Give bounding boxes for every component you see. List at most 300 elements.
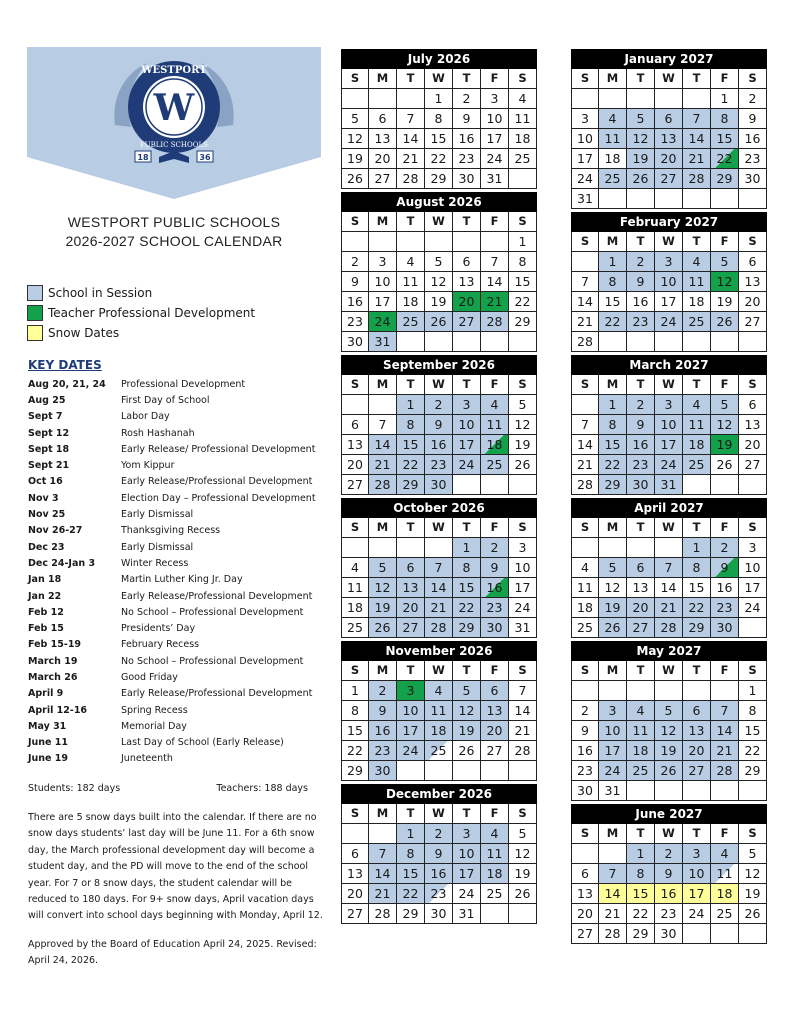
empty-cell [369,232,397,252]
day-cell: 3 [397,681,425,701]
key-date: April 9 [28,688,64,700]
day-cell: 5 [655,701,683,721]
empty-cell [341,89,369,109]
day-cell: 22 [509,292,537,312]
weekday-header: T [683,232,711,252]
day-cell: 24 [571,169,599,189]
weekday-header: T [683,518,711,538]
weekday-header: S [571,375,599,395]
day-cell: 20 [739,292,767,312]
day-cell: 27 [341,904,369,924]
day-cell: 6 [453,252,481,272]
empty-cell [571,252,599,272]
day-cell: 29 [599,475,627,495]
weekday-header: T [397,661,425,681]
day-cell: 21 [425,598,453,618]
empty-cell [509,475,537,495]
day-cell: 15 [599,292,627,312]
day-cell: 12 [627,129,655,149]
day-cell: 1 [341,681,369,701]
day-cell: 29 [627,924,655,944]
day-cell: 27 [683,761,711,781]
day-cell: 15 [683,578,711,598]
key-date-event: Rosh Hashanah [121,427,195,439]
day-cell: 5 [711,252,739,272]
day-cell: 27 [571,924,599,944]
day-cell: 14 [571,292,599,312]
day-cell: 14 [571,435,599,455]
day-cell: 22 [397,884,425,904]
day-cell: 8 [627,864,655,884]
key-date: Oct 16 [28,476,63,488]
weekday-header: W [425,375,453,395]
empty-cell [711,781,739,801]
day-cell: 18 [509,129,537,149]
day-cell: 19 [509,435,537,455]
weekday-header: F [481,661,509,681]
key-date: March 26 [28,671,78,683]
day-cell: 20 [341,455,369,475]
day-cell: 30 [341,332,369,352]
key-date-event: Early Dismissal [121,509,194,521]
day-cell: 11 [509,109,537,129]
day-cell: 25 [627,761,655,781]
day-cell: 7 [683,109,711,129]
day-cell: 2 [571,701,599,721]
day-cell: 15 [397,435,425,455]
logo-top-text: WESTPORT [141,65,207,76]
day-cell: 31 [453,904,481,924]
day-cell: 20 [341,884,369,904]
day-cell: 25 [509,149,537,169]
day-cell: 5 [711,395,739,415]
day-cell: 14 [683,129,711,149]
day-cell: 14 [481,272,509,292]
day-cell: 22 [599,455,627,475]
day-cell: 19 [711,435,739,455]
empty-cell [683,781,711,801]
day-cell: 11 [683,415,711,435]
empty-cell [711,189,739,209]
day-cell: 4 [481,395,509,415]
day-cell: 6 [341,844,369,864]
empty-cell [683,475,711,495]
day-cell: 22 [711,149,739,169]
month-days [341,212,537,352]
day-cell: 19 [655,741,683,761]
key-date-event: Winter Recess [121,557,189,569]
day-cell: 16 [425,435,453,455]
key-date: Feb 15 [28,623,64,635]
day-cell: 6 [571,864,599,884]
day-cell: 20 [397,598,425,618]
day-cell: 12 [509,415,537,435]
teachers-days: Teachers: 188 days [216,783,308,794]
day-cell: 23 [627,455,655,475]
day-cell: 10 [655,415,683,435]
day-cell: 2 [627,395,655,415]
weekday-header: W [655,661,683,681]
logo-letter: W [153,87,195,129]
day-cell: 19 [711,292,739,312]
weekday-header: M [599,824,627,844]
empty-cell [655,332,683,352]
day-cell: 16 [627,292,655,312]
key-date-row [28,523,328,539]
day-cell: 23 [655,904,683,924]
empty-cell [481,475,509,495]
day-cell: 14 [711,721,739,741]
weekday-header: M [599,69,627,89]
day-cell: 29 [425,169,453,189]
day-cell: 12 [739,864,767,884]
day-cell: 24 [739,598,767,618]
month-title: November 2026 [341,641,537,661]
day-cell: 16 [425,864,453,884]
day-cell: 30 [655,924,683,944]
weekday-header: F [711,69,739,89]
empty-cell [369,824,397,844]
day-cell: 10 [453,415,481,435]
weekday-header: T [397,69,425,89]
day-cell: 9 [425,415,453,435]
day-cell: 6 [655,109,683,129]
day-cell: 31 [509,618,537,638]
day-cell: 10 [509,558,537,578]
day-cell: 25 [481,455,509,475]
day-cell: 19 [341,149,369,169]
weekday-header: M [369,212,397,232]
day-cell: 14 [397,129,425,149]
weekday-header: S [509,375,537,395]
weekday-header: T [627,375,655,395]
empty-cell [425,332,453,352]
weekday-header: W [425,212,453,232]
empty-cell [599,681,627,701]
day-cell: 11 [627,721,655,741]
day-cell: 26 [369,618,397,638]
day-cell: 8 [739,701,767,721]
key-date-row [28,572,328,588]
empty-cell [627,681,655,701]
day-cell: 23 [739,149,767,169]
day-cell: 6 [369,109,397,129]
day-cell: 27 [397,618,425,638]
weekday-header: T [627,69,655,89]
empty-cell [655,189,683,209]
weekday-header: S [571,232,599,252]
day-counts [28,783,308,794]
day-cell: 10 [397,701,425,721]
weekday-header: F [711,824,739,844]
day-cell: 7 [599,864,627,884]
day-cell: 8 [397,415,425,435]
day-cell: 5 [453,681,481,701]
day-cell: 3 [599,701,627,721]
day-cell: 11 [683,272,711,292]
legend-swatch [27,325,43,341]
day-cell: 28 [425,618,453,638]
day-cell: 16 [739,129,767,149]
day-cell: 25 [341,618,369,638]
key-date: Aug 20, 21, 24 [28,378,106,390]
weekday-header: S [739,69,767,89]
empty-cell [683,924,711,944]
school-name: WESTPORT PUBLIC SCHOOLS [67,214,281,230]
day-cell: 3 [739,538,767,558]
weekday-header: S [509,69,537,89]
day-cell: 9 [369,701,397,721]
day-cell: 8 [683,558,711,578]
day-cell: 13 [683,721,711,741]
day-cell: 22 [627,904,655,924]
day-cell: 19 [453,721,481,741]
weekday-header: S [341,518,369,538]
day-cell: 20 [627,598,655,618]
key-date: Nov 26-27 [28,525,83,537]
day-cell: 24 [453,455,481,475]
day-cell: 1 [627,844,655,864]
day-cell: 15 [397,864,425,884]
empty-cell [509,904,537,924]
weekday-header: T [627,661,655,681]
day-cell: 12 [453,701,481,721]
key-date: Feb 12 [28,606,64,618]
key-date: Dec 24-Jan 3 [28,557,96,569]
day-cell: 23 [627,312,655,332]
day-cell: 5 [509,395,537,415]
day-cell: 13 [369,129,397,149]
day-cell: 12 [711,415,739,435]
day-cell: 7 [571,272,599,292]
day-cell: 22 [739,741,767,761]
weekday-header: T [453,661,481,681]
day-cell: 16 [571,741,599,761]
day-cell: 9 [655,864,683,884]
weekday-header: M [599,375,627,395]
day-cell: 4 [425,681,453,701]
empty-cell [397,89,425,109]
day-cell: 18 [397,292,425,312]
day-cell: 30 [627,475,655,495]
day-cell: 26 [627,169,655,189]
day-cell: 29 [683,618,711,638]
day-cell: 4 [397,252,425,272]
day-cell: 16 [481,578,509,598]
day-cell: 18 [481,864,509,884]
day-cell: 9 [739,109,767,129]
day-cell: 7 [571,415,599,435]
day-cell: 16 [341,292,369,312]
day-cell: 26 [453,741,481,761]
month-title: September 2026 [341,355,537,375]
weekday-header: S [739,824,767,844]
weekday-header: S [341,804,369,824]
day-cell: 21 [571,455,599,475]
empty-cell [655,89,683,109]
weekday-header: S [739,518,767,538]
day-cell: 8 [453,558,481,578]
day-cell: 23 [453,149,481,169]
day-cell: 28 [655,618,683,638]
day-cell: 2 [369,681,397,701]
weekday-header: W [425,69,453,89]
day-cell: 31 [369,332,397,352]
key-date-row [28,425,328,441]
key-date-event: Juneteenth [121,753,173,765]
month-title: March 2027 [571,355,767,375]
day-cell: 12 [655,721,683,741]
weekday-header: T [397,804,425,824]
day-cell: 5 [509,824,537,844]
day-cell: 22 [341,741,369,761]
day-cell: 13 [655,129,683,149]
empty-cell [739,332,767,352]
key-date-row [28,620,328,636]
day-cell: 18 [481,435,509,455]
empty-cell [571,89,599,109]
day-cell: 10 [453,844,481,864]
day-cell: 14 [655,578,683,598]
day-cell: 5 [341,109,369,129]
day-cell: 13 [397,578,425,598]
empty-cell [453,761,481,781]
day-cell: 24 [397,741,425,761]
key-date: Feb 15-19 [28,639,82,651]
empty-cell [453,332,481,352]
empty-cell [481,232,509,252]
day-cell: 11 [397,272,425,292]
day-cell: 11 [481,415,509,435]
month-days [571,69,767,209]
weekday-header: W [655,232,683,252]
key-date-event: Spring Recess [121,704,188,716]
weekday-header: M [369,69,397,89]
month-days [571,518,767,638]
day-cell: 21 [599,904,627,924]
weekday-header: W [425,804,453,824]
day-cell: 20 [739,435,767,455]
day-cell: 29 [397,475,425,495]
day-cell: 13 [341,435,369,455]
empty-cell [509,169,537,189]
day-cell: 30 [453,169,481,189]
day-cell: 4 [481,824,509,844]
key-date-event: Early Dismissal [121,541,194,553]
weekday-header: S [341,69,369,89]
day-cell: 21 [571,312,599,332]
key-date: Nov 3 [28,492,59,504]
empty-cell [453,232,481,252]
day-cell: 28 [509,741,537,761]
day-cell: 26 [509,455,537,475]
day-cell: 1 [711,89,739,109]
empty-cell [627,781,655,801]
day-cell: 20 [571,904,599,924]
day-cell: 27 [481,741,509,761]
empty-cell [655,781,683,801]
day-cell: 24 [599,761,627,781]
empty-cell [425,761,453,781]
month-title: May 2027 [571,641,767,661]
weekday-header: S [509,518,537,538]
empty-cell [453,475,481,495]
legend-label: School in Session [48,286,153,300]
day-cell: 17 [655,292,683,312]
day-cell: 10 [655,272,683,292]
day-cell: 13 [481,701,509,721]
day-cell: 18 [683,435,711,455]
day-cell: 21 [683,149,711,169]
day-cell: 24 [655,312,683,332]
key-date-event: Thanksgiving Recess [121,525,221,537]
key-date-event: Early Release/Professional Development [121,590,313,602]
day-cell: 21 [369,455,397,475]
logo-bottom-text: PUBLIC SCHOOLS [140,141,208,149]
empty-cell [711,681,739,701]
empty-cell [711,475,739,495]
day-cell: 6 [683,701,711,721]
day-cell: 12 [425,272,453,292]
weekday-header: T [397,212,425,232]
day-cell: 10 [481,109,509,129]
day-cell: 30 [425,475,453,495]
day-cell: 1 [683,538,711,558]
day-cell: 25 [683,312,711,332]
weekday-header: F [711,518,739,538]
day-cell: 7 [481,252,509,272]
day-cell: 8 [397,844,425,864]
key-date-event: Professional Development [121,378,246,390]
empty-cell [627,189,655,209]
weekday-header: T [453,212,481,232]
day-cell: 22 [425,149,453,169]
day-cell: 25 [683,455,711,475]
key-date-row [28,506,328,522]
day-cell: 15 [425,129,453,149]
month-days [571,824,767,944]
logo-year-left: 18 [137,153,149,162]
day-cell: 4 [341,558,369,578]
weekday-header: T [453,804,481,824]
key-date: Sept 12 [28,427,70,439]
day-cell: 2 [481,538,509,558]
day-cell: 23 [369,741,397,761]
day-cell: 21 [397,149,425,169]
day-cell: 14 [425,578,453,598]
day-cell: 31 [481,169,509,189]
key-date-event: No School – Professional Development [121,655,304,667]
key-date-event: Election Day – Professional Development [121,492,316,504]
legend-swatch [27,285,43,301]
weekday-header: T [683,824,711,844]
key-date: Sept 21 [28,460,70,472]
day-cell: 30 [711,618,739,638]
day-cell: 7 [655,558,683,578]
day-cell: 6 [627,558,655,578]
key-date: May 31 [28,720,67,732]
day-cell: 27 [739,455,767,475]
day-cell: 30 [739,169,767,189]
day-cell: 3 [453,395,481,415]
day-cell: 23 [425,884,453,904]
day-cell: 13 [453,272,481,292]
empty-cell [369,395,397,415]
day-cell: 25 [571,618,599,638]
empty-cell [571,538,599,558]
day-cell: 6 [397,558,425,578]
day-cell: 26 [739,904,767,924]
